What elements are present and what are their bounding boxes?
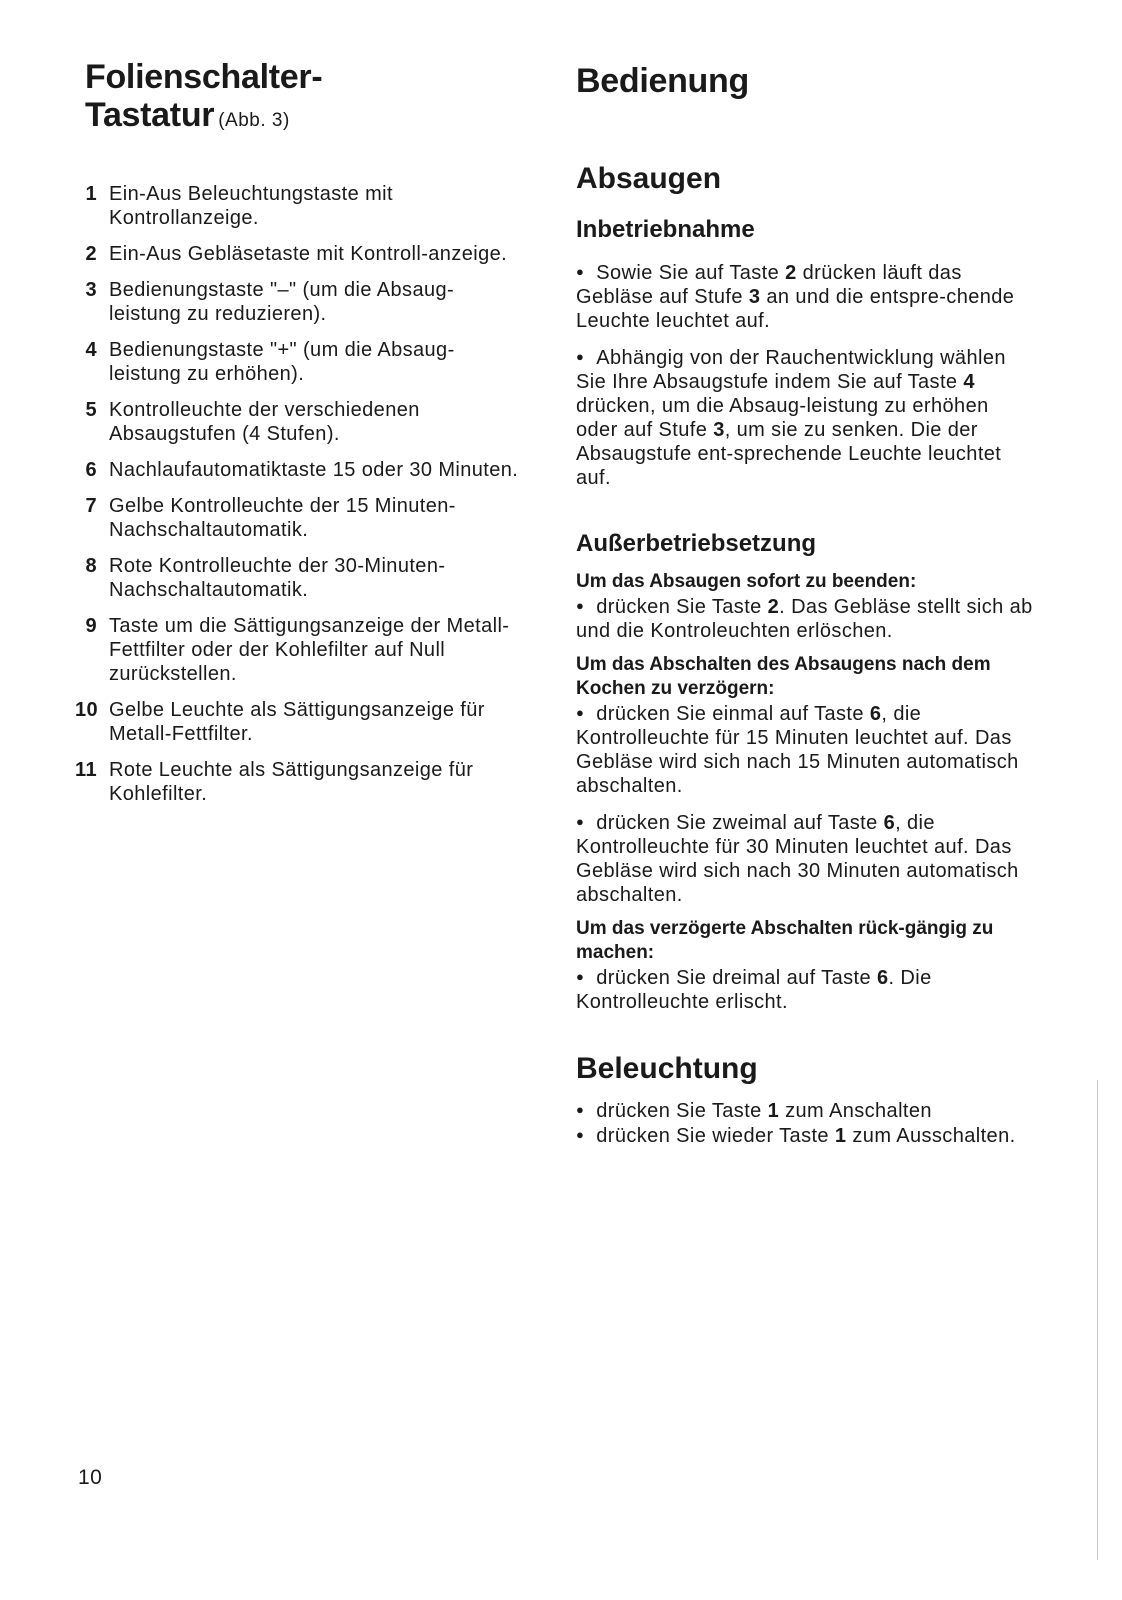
list-item: [75, 182, 525, 230]
list-item: [75, 554, 525, 602]
list-item-text: Gelbe Leuchte als Sättigungsanzeige für Metall-Fettfilter.: [109, 699, 485, 745]
list-item-number: 8: [85, 555, 97, 577]
list-item-number: 9: [85, 615, 97, 637]
list-item-text: Nachlaufautomatiktaste 15 oder 30 Minuten.: [109, 459, 519, 481]
paragraph-inbetrieb-1: ● Sowie Sie auf Taste 2 drücken läuft das Gebläse auf Stufe 3 an und die entspre-chende Leuchte leuchtet auf.: [576, 260, 1036, 333]
step-rueckgaengig: ● drücken Sie dreimal auf Taste 6. Die Kontrolleuchte erlischt.: [576, 965, 1036, 1014]
step-licht-an: ● drücken Sie Taste 1 zum Anschalten: [576, 1098, 1036, 1123]
list-item-text: Bedienungstaste "–" (um die Absaug-leistung zu reduzieren).: [109, 279, 455, 325]
list-item: [75, 698, 525, 746]
list-item: [75, 278, 525, 326]
list-item: [75, 758, 525, 806]
list-item-text: Gelbe Kontrolleuchte der 15 Minuten-Nachschaltautomatik.: [109, 495, 456, 541]
list-item-number: 5: [85, 399, 97, 421]
figure-reference: (Abb. 3): [218, 110, 290, 131]
heading-inbetriebnahme: Inbetriebnahme: [576, 216, 755, 243]
list-item: [75, 398, 525, 446]
list-item-number: 6: [85, 459, 97, 481]
list-item-number: 2: [85, 243, 97, 265]
list-item-number: 7: [85, 495, 97, 517]
lead-rueckgaengig: Um das verzögerte Abschalten rück-gängig zu machen:: [576, 918, 994, 963]
key-list: [75, 182, 525, 806]
lead-verzoegern: Um das Abschalten des Absaugens nach dem Kochen zu verzögern:: [576, 654, 991, 699]
list-item-text: Ein-Aus Gebläsetaste mit Kontroll-anzeige.: [109, 243, 508, 265]
list-item-text: Rote Kontrolleuchte der 30-Minuten-Nachschaltautomatik.: [109, 555, 446, 601]
list-item: [75, 458, 525, 482]
step-30min: ● drücken Sie zweimal auf Taste 6, die Kontrolleuchte für 30 Minuten leuchtet auf. Das Gebläse wird sich nach 30 Minuten automatisch abschalten.: [576, 810, 1036, 907]
heading-beleuchtung: Beleuchtung: [576, 1052, 758, 1085]
list-item-text: Rote Leuchte als Sättigungsanzeige für Kohlefilter.: [109, 759, 474, 805]
list-item: [75, 242, 525, 266]
list-item-text: Kontrolleuchte der verschiedenen Absaugstufen (4 Stufen).: [109, 399, 420, 445]
page-number: 10: [78, 1466, 103, 1489]
step-sofort: ● drücken Sie Taste 2. Das Gebläse stellt sich ab und die Kontroleuchten erlöschen.: [576, 594, 1036, 643]
left-column: [75, 58, 525, 818]
list-item-number: 11: [75, 759, 97, 781]
list-item-text: Bedienungstaste "+" (um die Absaug-leistung zu erhöhen).: [109, 339, 455, 385]
page-edge-mark: [1097, 1080, 1098, 1560]
list-item-number: 3: [85, 279, 97, 301]
list-item: [75, 494, 525, 542]
list-item: [75, 614, 525, 686]
list-item-text: Taste um die Sättigungsanzeige der Metall-Fettfilter oder der Kohlefilter auf Null zurückstellen.: [109, 615, 510, 685]
title-line2: Tastatur: [85, 96, 215, 134]
paragraph-inbetrieb-2: ● Abhängig von der Rauchentwicklung wählen Sie Ihre Absaugstufe indem Sie auf Taste 4 drücken, um die Absaug-leistung zu erhöhen oder auf Stufe 3, um sie zu senken. Die der Absaugstufe ent-sprechende Leuchte leuchtet auf.: [576, 345, 1036, 490]
title-line1: Folienschalter-: [85, 58, 323, 96]
section-title-foliensch: [85, 58, 525, 140]
step-licht-aus: ● drücken Sie wieder Taste 1 zum Ausschalten.: [576, 1123, 1036, 1148]
heading-absaugen: Absaugen: [576, 162, 722, 195]
lead-sofort: Um das Absaugen sofort zu beenden:: [576, 571, 917, 592]
list-item: [75, 338, 525, 386]
list-item-number: 4: [85, 339, 97, 361]
section-title-bedienung: Bedienung: [576, 62, 749, 100]
list-item-text: Ein-Aus Beleuchtungstaste mit Kontrollanzeige.: [109, 183, 393, 229]
list-item-number: 10: [75, 699, 99, 721]
heading-ausserbetrieb: Außerbetriebsetzung: [576, 530, 817, 557]
step-15min: ● drücken Sie einmal auf Taste 6, die Kontrolleuchte für 15 Minuten leuchtet auf. Das Gebläse wird sich nach 15 Minuten automatisch abschalten.: [576, 701, 1036, 798]
right-column: [576, 62, 1036, 1148]
list-item-number: 1: [85, 183, 97, 205]
